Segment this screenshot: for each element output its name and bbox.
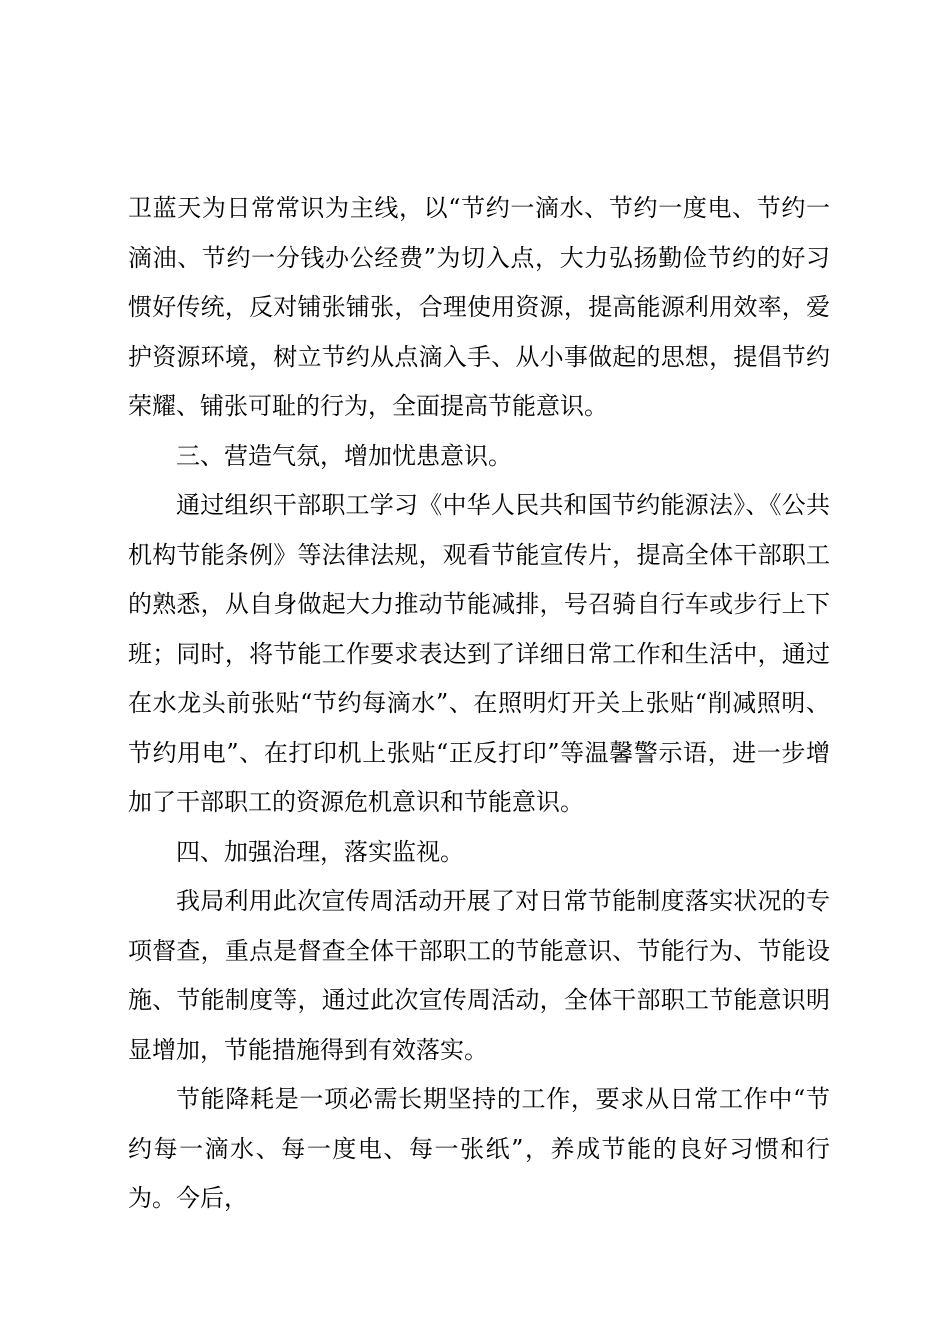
paragraph-training: 通过组织干部职工学习《中华人民共和国节约能源法》、《公共机构节能条例》等法律法规，观看节能宣传片，提高全体干部职工的熟悉，从自身做起大力推动节能减排，号召骑自行车或步行上下班；同时，将节能工作要求表达到了详细日常工作和生活中，通过在水龙头前张贴“节约每滴水”、在照明灯开关上张贴“削减照明、节约用电”、在打印机上张贴“正反打印”等温馨警示语，进一步增加了干部职工的资源危机意识和节能意识。 [128, 491, 830, 816]
section-heading-three: 三、营造气氛，增加忧患意识。 [176, 441, 512, 470]
paragraph-inspection: 我局利用此次宣传周活动开展了对日常节能制度落实状况的专项督查，重点是督查全体干部职工的节能意识、节能行为、节能设施、节能制度等，通过此次宣传周活动，全体干部职工节能意识明显增加，节能措施得到有效落实。 [128, 887, 830, 1064]
section-heading-four: 四、加强治理，落实监视。 [176, 837, 464, 866]
document-body [128, 184, 830, 1224]
paragraph-continued: 卫蓝天为日常常识为主线，以“节约一滴水、节约一度电、节约一滴油、节约一分钱办公经费”为切入点，大力弘扬勤俭节约的好习惯好传统，反对铺张铺张，合理使用资源，提高能源利用效率，爱护资源环境，树立节约从点滴入手、从小事做起的思想，提倡节约荣耀、铺张可耻的行为，全面提高节能意识。 [128, 194, 830, 420]
paragraph-conclusion: 节能降耗是一项必需长期坚持的工作，要求从日常工作中“节约每一滴水、每一度电、每一张纸”，养成节能的良好习惯和行为。今后， [128, 1085, 830, 1212]
